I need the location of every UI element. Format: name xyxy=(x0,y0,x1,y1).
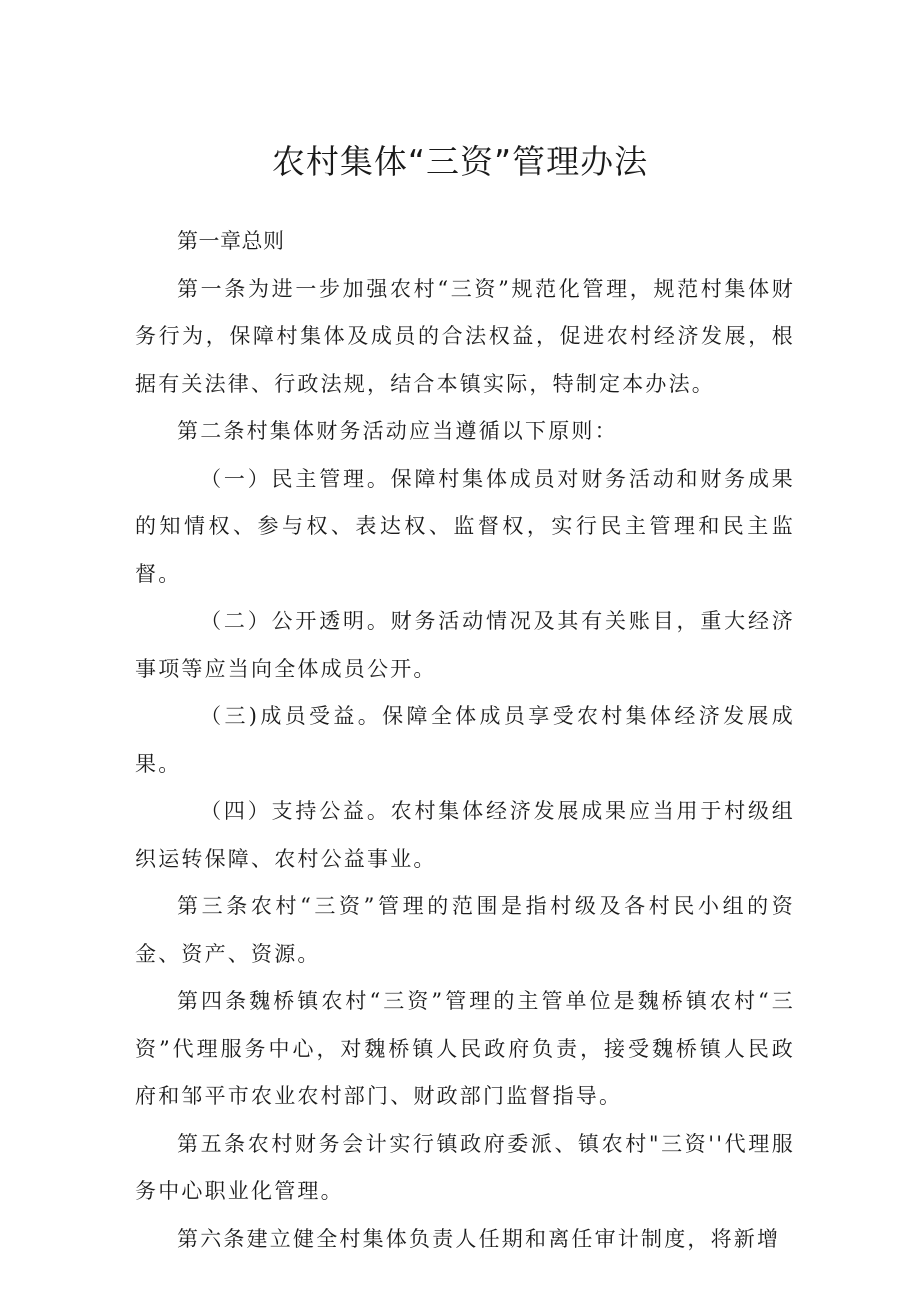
article-1-paragraph: 第一条为进一步加强农村“三资”规范化管理，规范村集体财务行为，保障村集体及成员的合法权益，促进农村经济发展，根据有关法律、行政法规，结合本镇实际，特制定本办法。 xyxy=(135,276,795,396)
principle-3-paragraph: （三)成员受益。保障全体成员享受农村集体经济发展成果。 xyxy=(135,704,795,776)
chapter-heading: 第一章总则 xyxy=(177,229,285,253)
principle-2-paragraph: （二）公开透明。财务活动情况及其有关账目，重大经济事项等应当向全体成员公开。 xyxy=(135,609,795,681)
principle-4-paragraph: （四）支持公益。农村集体经济发展成果应当用于村级组织运转保障、农村公益事业。 xyxy=(135,799,795,871)
article-2-paragraph: 第二条村集体财务活动应当遵循以下原则： xyxy=(177,419,618,443)
principle-1-paragraph: （一）民主管理。保障村集体成员对财务活动和财务成果的知情权、参与权、表达权、监督权，实行民主管理和民主监督。 xyxy=(135,466,795,586)
article-6-paragraph: 第六条建立健全村集体负责人任期和离任审计制度，将新增 xyxy=(177,1226,781,1251)
article-3-paragraph: 第三条农村“三资”管理的范围是指村级及各村民小组的资金、资产、资源。 xyxy=(135,894,795,966)
document-title: 农村集体“三资”管理办法 xyxy=(271,142,649,181)
article-5-paragraph: 第五条农村财务会计实行镇政府委派、镇农村"三资''代理服务中心职业化管理。 xyxy=(135,1131,795,1203)
article-4-paragraph: 第四条魏桥镇农村“三资”管理的主管单位是魏桥镇农村“三资”代理服务中心，对魏桥镇人民政府负责，接受魏桥镇人民政府和邹平市农业农村部门、财政部门监督指导。 xyxy=(135,989,795,1108)
document-body xyxy=(135,218,795,1263)
